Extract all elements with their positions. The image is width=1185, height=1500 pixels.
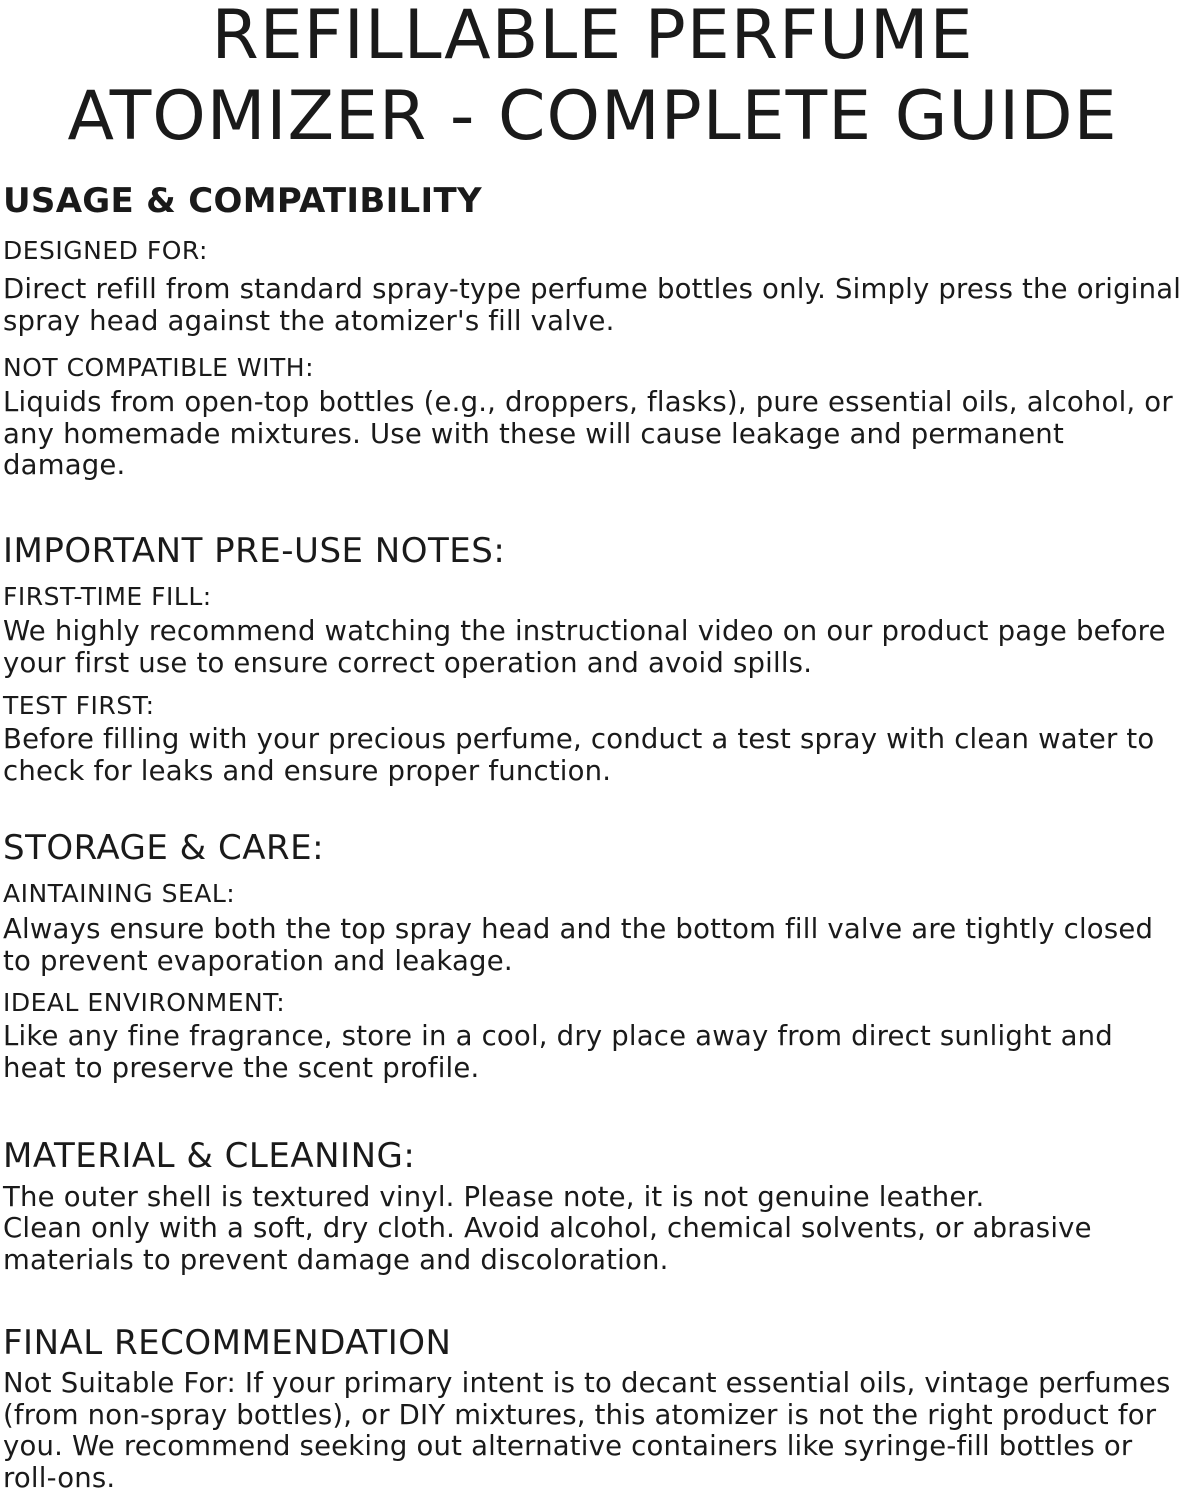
usage-heading: USAGE & COMPATIBILITY [3, 181, 482, 221]
material-line-2: Clean only with a soft, dry cloth. Avoid alcohol, chemical solvents, or abrasive materials to prevent damage and discoloration. [3, 1212, 1092, 1276]
environment-label: IDEAL ENVIRONMENT: [3, 988, 286, 1017]
material-heading: MATERIAL & CLEANING: [3, 1136, 416, 1176]
environment-text: Like any fine fragrance, store in a cool, dry place away from direct sunlight and heat to preserve the scent profile. [3, 1020, 1113, 1084]
seal-label: AINTAINING SEAL: [3, 879, 236, 908]
preuse-heading: IMPORTANT PRE-USE NOTES: [3, 531, 506, 571]
seal-text: Always ensure both the top spray head and the bottom fill valve are tightly closed to prevent evaporation and leakage. [3, 913, 1154, 977]
designed-for-label: DESIGNED FOR: [3, 236, 208, 265]
material-line-1: The outer shell is textured vinyl. Please note, it is not genuine leather. [3, 1181, 985, 1213]
storage-heading: STORAGE & CARE: [3, 828, 325, 868]
test-first-text: Before filling with your precious perfume, conduct a test spray with clean water to check for leaks and ensure proper function. [3, 723, 1155, 787]
test-first-label: TEST FIRST: [3, 691, 155, 720]
designed-for-text: Direct refill from standard spray-type perfume bottles only. Simply press the original spray head against the atomizer's fill valve. [3, 273, 1182, 337]
first-fill-text: We highly recommend watching the instructional video on our product page before your first use to ensure correct operation and avoid spills. [3, 615, 1166, 679]
page-title-line-2: ATOMIZER - COMPLETE GUIDE [67, 77, 1118, 156]
final-heading: FINAL RECOMMENDATION [3, 1323, 452, 1363]
not-compatible-text: Liquids from open-top bottles (e.g., droppers, flasks), pure essential oils, alcohol, or any homemade mixtures. Use with these will cause leakage and permanent damage. [3, 386, 1173, 481]
not-compatible-label: NOT COMPATIBLE WITH: [3, 353, 314, 382]
final-text: Not Suitable For: If your primary intent is to decant essential oils, vintage perfumes (from non-spray bottles), or DIY mixtures, this atomizer is not the right product for you. We recommend seeking out alternative containers like syringe-fill bottles or roll-ons. [3, 1367, 1171, 1494]
first-fill-label: FIRST-TIME FILL: [3, 582, 212, 611]
page-title-line-1: REFILLABLE PERFUME [211, 0, 974, 75]
